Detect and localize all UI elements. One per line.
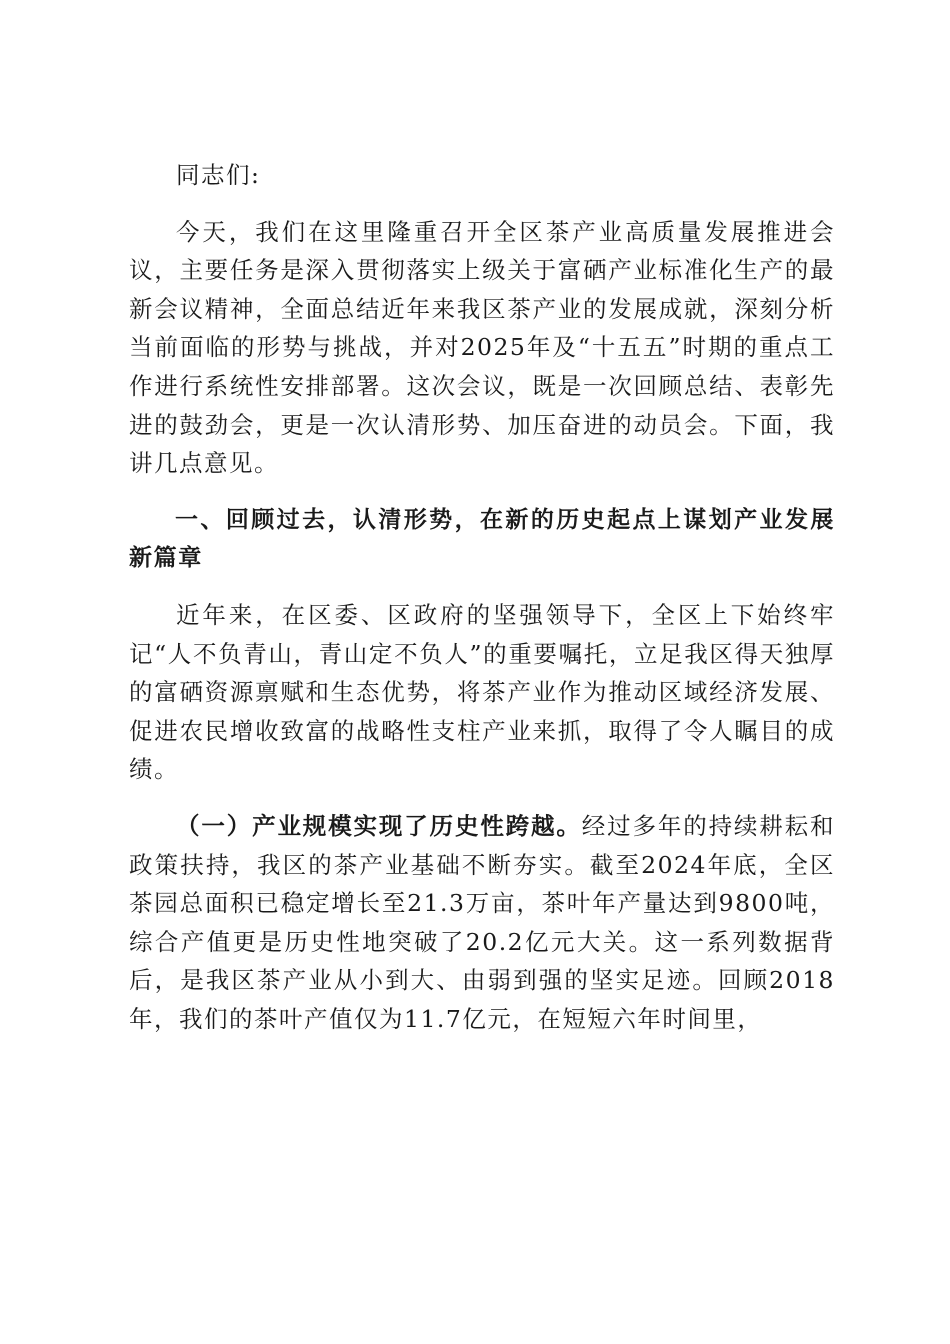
- section-heading: 一、回顾过去，认清形势，在新的历史起点上谋划产业发展新篇章: [129, 506, 835, 572]
- item-body: 经过多年的持续耕耘和政策扶持，我区的茶产业基础不断夯实。截至2024年底，全区茶园总面积已稳定增长至21.3万亩，茶叶年产量达到9800吨，综合产值更是历史性地突破了20.2亿元大关。这一系列数据背后，是我区茶产业从小到大、由弱到强的坚实足迹。回顾2018年，我们的茶叶产值仅为11.7亿元，在短短六年时间里，: [129, 811, 836, 1033]
- salutation: 同志们:: [176, 161, 261, 189]
- document-page: [129, 156, 835, 1038]
- paragraph-gap: [129, 789, 835, 807]
- paragraph-gap: [129, 578, 835, 596]
- item-lead: （一）产业规模实现了历史性跨越。: [176, 811, 582, 840]
- paragraph-gap: [129, 483, 835, 501]
- item-paragraph: [129, 807, 835, 1039]
- intro-paragraph: 今天，我们在这里隆重召开全区茶产业高质量发展推进会议，主要任务是深入贯彻落实上级关于富硒产业标准化生产的最新会议精神，全面总结近年来我区茶产业的发展成就，深刻分析当前面临的形势与挑战，并对2025年及“十五五”时期的重点工作进行系统性安排部署。这次会议，既是一次回顾总结、表彰先进的鼓劲会，更是一次认清形势、加压奋进的动员会。下面，我讲几点意见。: [129, 217, 835, 478]
- section-intro-paragraph: 近年来，在区委、区政府的坚强领导下，全区上下始终牢记“人不负青山，青山定不负人”的重要嘱托，立足我区得天独厚的富硒资源禀赋和生态优势，将茶产业作为推动区域经济发展、促进农民增收致富的战略性支柱产业来抓，取得了令人瞩目的成绩。: [129, 600, 835, 784]
